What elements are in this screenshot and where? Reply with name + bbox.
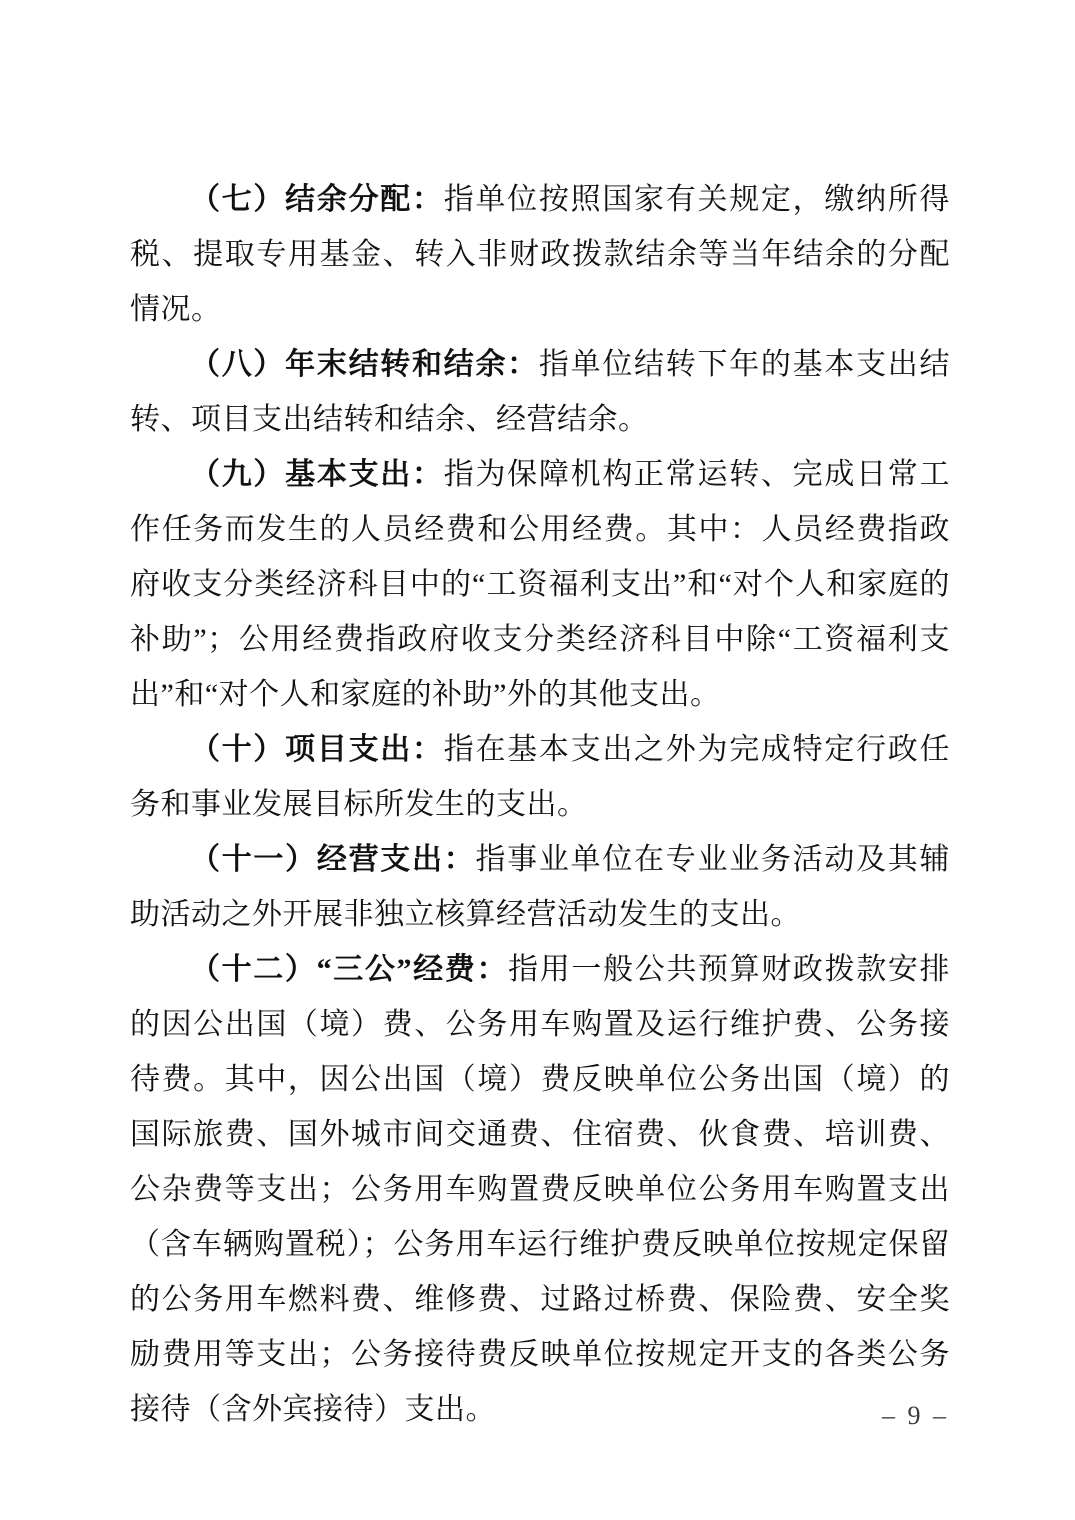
paragraph-11-operating-expenditure bbox=[130, 832, 950, 942]
document-body bbox=[130, 172, 950, 1437]
paragraph-8-year-end-carryover bbox=[130, 337, 950, 447]
paragraph-body: 指为保障机构正常运转、完成日常工作任务而发生的人员经费和公用经费。其中：人员经费指政府收支分类经济科目中的“工资福利支出”和“对个人和家庭的补助”；公用经费指政府收支分类经济科目中除“工资福利支出”和“对个人和家庭的补助”外的其他支出。 bbox=[130, 458, 951, 711]
paragraph-7-surplus-distribution bbox=[130, 172, 950, 337]
paragraph-10-project-expenditure bbox=[130, 722, 950, 832]
paragraph-body: 指在基本支出之外为完成特定行政任务和事业发展目标所发生的支出。 bbox=[130, 733, 951, 821]
paragraph-body: 指事业单位在专业业务活动及其辅助活动之外开展非独立核算经营活动发生的支出。 bbox=[130, 843, 951, 931]
paragraph-body: 指单位按照国家有关规定，缴纳所得税、提取专用基金、转入非财政拨款结余等当年结余的分配情况。 bbox=[130, 183, 951, 326]
paragraph-12-three-public-funds bbox=[130, 942, 950, 1437]
paragraph-body: 指单位结转下年的基本支出结转、项目支出结转和结余、经营结余。 bbox=[130, 348, 951, 436]
term-label: （八）年末结转和结余： bbox=[190, 348, 539, 381]
paragraph-9-basic-expenditure bbox=[130, 447, 950, 722]
page-number: – 9 – bbox=[882, 1401, 949, 1430]
term-label: （九）基本支出： bbox=[190, 458, 444, 491]
term-label: （十一）经营支出： bbox=[190, 843, 476, 876]
term-label: （十）项目支出： bbox=[190, 733, 444, 766]
paragraph-body: 指用一般公共预算财政拨款安排的因公出国（境）费、公务用车购置及运行维护费、公务接待费。其中，因公出国（境）费反映单位公务出国（境）的国际旅费、国外城市间交通费、住宿费、伙食费、培训费、公杂费等支出；公务用车购置费反映单位公务用车购置支出（含车辆购置税）；公务用车运行维护费反映单位按规定保留的公务用车燃料费、维修费、过路过桥费、保险费、安全奖励费用等支出；公务接待费反映单位按规定开支的各类公务接待（含外宾接待）支出。 bbox=[130, 953, 951, 1426]
term-label: （十二）“三公”经费： bbox=[190, 953, 509, 986]
term-label: （七）结余分配： bbox=[190, 183, 444, 216]
